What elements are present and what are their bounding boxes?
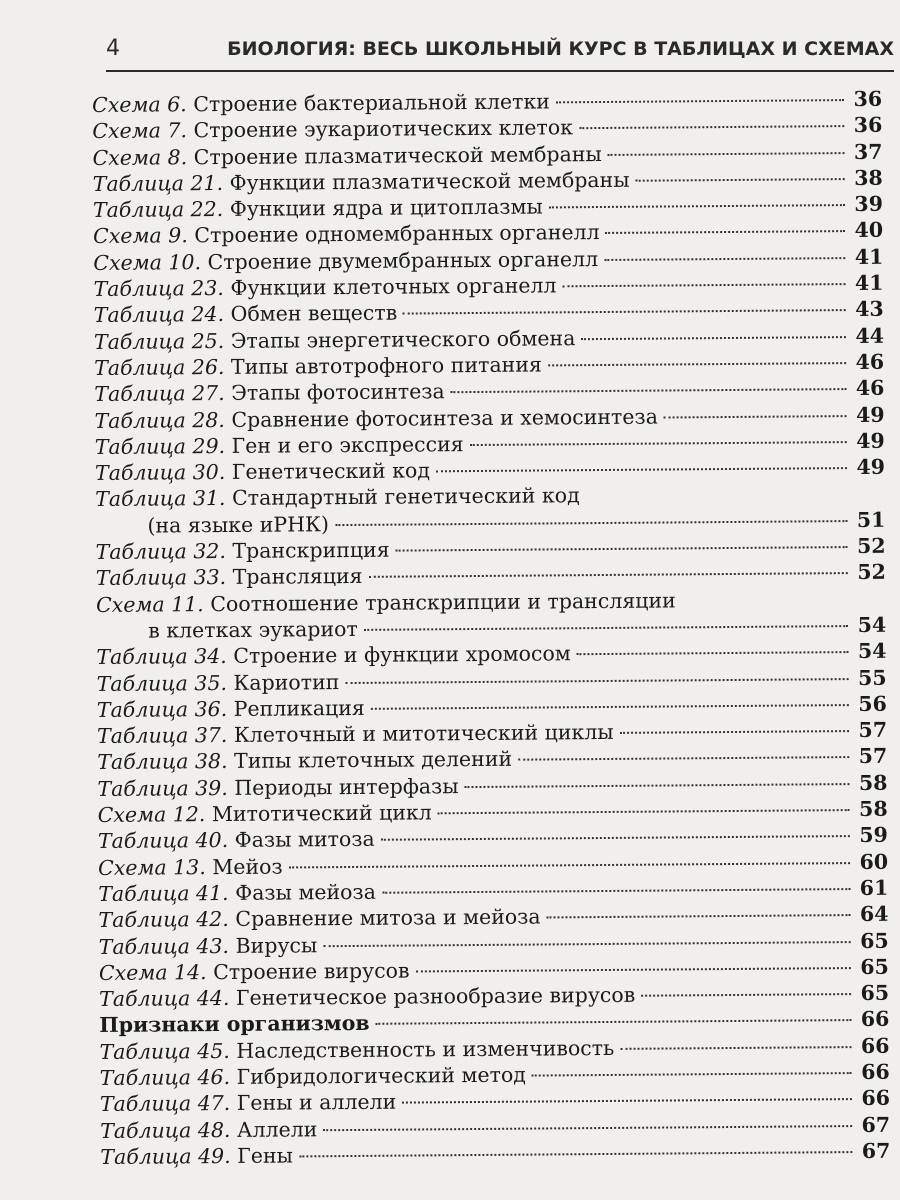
toc-entry-kind: Схема 10.	[93, 249, 202, 275]
toc-entry-page: 44	[855, 323, 885, 348]
toc-entry-page: 54	[857, 639, 887, 664]
toc-entry-page: 58	[859, 796, 888, 822]
toc-entry-kind: Таблица 40.	[97, 828, 229, 854]
toc-entry-title: Митотический цикл	[211, 800, 432, 827]
page-number: 4	[106, 36, 120, 61]
dot-leader	[547, 914, 851, 918]
toc-entry-title: Строение плазматической мембраны	[193, 141, 602, 169]
toc-entry-label	[94, 403, 658, 434]
dot-leader	[470, 441, 847, 446]
toc-entry-page: 41	[854, 270, 884, 296]
toc-entry-label	[98, 879, 376, 907]
toc-entry-page: 66	[860, 1007, 890, 1032]
toc-entry-kind: Таблица 24.	[93, 302, 225, 328]
toc-entry-kind: Таблица 41.	[98, 880, 229, 906]
toc-entry-kind: Таблица 28.	[94, 407, 225, 433]
toc-entry-page: 66	[860, 1033, 890, 1058]
toc-entry-label	[96, 537, 390, 566]
toc-entry-page: 51	[856, 507, 886, 532]
dot-leader	[549, 204, 845, 208]
toc-entry-kind: Таблица 39.	[97, 775, 228, 801]
toc-entry-kind: Схема 9.	[93, 223, 188, 249]
toc-entry-title: Строение вирусов	[213, 958, 410, 984]
dot-leader	[335, 520, 847, 526]
toc-entry-page: 57	[858, 717, 888, 743]
toc-entry-kind: Схема 12.	[97, 802, 206, 827]
toc-entry-kind: Таблица 49.	[100, 1143, 231, 1169]
toc-entry-kind: Таблица 48.	[100, 1117, 231, 1143]
dot-leader	[451, 388, 847, 393]
toc-entry-title: Функции плазматической мембраны	[229, 167, 630, 195]
toc-entry-label	[100, 1089, 397, 1118]
toc-entry-page: 67	[861, 1112, 891, 1137]
toc-entry-kind: Таблица 26.	[94, 354, 225, 380]
toc-entry-page: 38	[854, 165, 883, 190]
toc-entry-label	[95, 458, 430, 487]
toc-entry-label	[97, 773, 458, 802]
toc-entry-label	[98, 799, 432, 828]
toc-entry-kind: Таблица 30.	[94, 460, 226, 486]
dot-leader	[323, 1125, 852, 1131]
dot-leader	[579, 125, 844, 129]
toc-entry-page: 66	[861, 1086, 891, 1111]
dot-leader	[532, 1072, 852, 1077]
toc-entry-label	[94, 300, 398, 329]
toc-entry-page: 54	[857, 612, 887, 637]
toc-entry-title: Строение и функции хромосом	[233, 641, 571, 669]
toc-entry	[100, 1138, 890, 1171]
toc-entry-label	[97, 669, 340, 697]
toc-entry-label	[99, 982, 635, 1013]
toc-entry-label	[92, 141, 601, 171]
dot-leader	[548, 362, 846, 366]
toc-entry-kind: Таблица 43.	[98, 933, 230, 959]
dot-leader	[345, 678, 848, 684]
dot-leader	[465, 783, 850, 788]
toc-entry-label	[92, 115, 573, 145]
toc-entry-title: Обмен веществ	[230, 300, 398, 327]
toc-entry-label	[100, 1062, 526, 1092]
toc-entry-label	[94, 379, 445, 408]
toc-entry-page: 60	[859, 849, 889, 874]
toc-entry-label	[93, 272, 556, 302]
toc-entry-title: Ген и его экспрессия	[231, 431, 464, 458]
toc-entry-label	[99, 957, 410, 986]
toc-entry-page: 58	[858, 770, 888, 795]
toc-entry-page: 40	[854, 218, 884, 243]
toc-entry-label	[94, 325, 576, 355]
dot-leader	[403, 309, 846, 314]
toc-entry-kind: Таблица 35.	[96, 670, 228, 696]
toc-entry-kind: Таблица 36.	[96, 696, 228, 722]
toc-entry-page: 49	[856, 454, 886, 480]
toc-entry-kind: Таблица 31.	[95, 486, 226, 512]
toc-entry-label	[93, 194, 543, 224]
dot-leader	[402, 1098, 852, 1104]
toc-entry-label	[93, 246, 598, 276]
toc-entry-page: 37	[853, 139, 883, 164]
toc-entry-page: 41	[854, 244, 884, 269]
toc-entry-page: 36	[853, 113, 883, 138]
toc-entry-title: Вирусы	[235, 932, 318, 958]
toc-entry-kind: Таблица 32.	[95, 539, 227, 565]
toc-entry-title: Типы автотрофного питания	[230, 352, 542, 379]
toc-entry-title: Этапы фотосинтеза	[231, 379, 445, 406]
toc-entry-title: Строение эукариотических клеток	[193, 115, 574, 143]
toc-entry-continuation: в клетках эукариот	[148, 616, 358, 643]
dot-leader	[364, 625, 848, 631]
toc-entry-label	[97, 719, 614, 749]
toc-entry-title: Гены	[237, 1143, 293, 1168]
toc-entry-kind: Схема 7.	[92, 118, 188, 144]
toc-entry-title: Строение одномембранных органелл	[194, 220, 600, 248]
toc-entry-page: 46	[855, 376, 885, 401]
toc-entry-label	[98, 826, 375, 854]
toc-entry-title: Строение бактериальной клетки	[193, 89, 551, 117]
toc-entry-page: 65	[860, 954, 889, 979]
toc-entry-title: Фазы митоза	[234, 827, 375, 853]
toc-entry-page: 64	[859, 901, 889, 927]
toc-entry-page: 61	[859, 875, 889, 900]
dot-leader	[518, 756, 849, 761]
toc-entry-kind: Таблица 21.	[92, 170, 224, 196]
dot-leader	[577, 651, 849, 655]
toc-entry-title: Периоды интерфазы	[234, 773, 459, 800]
dot-leader	[556, 99, 844, 103]
toc-entry-kind: Схема 14.	[98, 959, 207, 985]
toc-entry-kind: Таблица 33.	[95, 565, 227, 591]
toc-entry-kind: Схема 11.	[95, 591, 204, 617]
toc-entry-page: 67	[861, 1138, 891, 1163]
toc-entry-label	[100, 1116, 317, 1144]
toc-entry-page: 65	[860, 928, 889, 953]
toc-entry-kind: Схема 8.	[92, 144, 188, 170]
toc-entry-title: Клеточный и митотический циклы	[233, 720, 614, 748]
toc-entry-page: 39	[854, 191, 883, 217]
toc-entry-label	[99, 932, 318, 960]
dot-leader	[562, 283, 845, 287]
toc-entry-title: Стандартный генетический код	[231, 483, 580, 511]
toc-entry-kind: Таблица 42.	[98, 907, 229, 933]
toc-entry-title: Наследственность и изменчивость	[236, 1035, 615, 1063]
toc-entry-kind: Таблица 37.	[96, 723, 228, 749]
toc-entry-label	[95, 483, 580, 513]
dot-leader	[436, 467, 847, 472]
toc-entry-title: Генетическое разнообразие вирусов	[235, 982, 636, 1010]
toc-entry-label	[95, 431, 464, 460]
dot-leader	[371, 704, 849, 710]
toc-entry-title: Признаки организмов	[99, 1011, 370, 1038]
toc-entry-kind: Таблица 45.	[99, 1038, 230, 1064]
dot-leader	[376, 1019, 852, 1025]
toc-entry-label	[94, 351, 542, 381]
toc-entry-page: 36	[853, 86, 883, 112]
toc-entry-title: Кариотип	[233, 669, 340, 695]
toc-entry-title: Типы клеточных делений	[234, 747, 513, 774]
dot-leader	[620, 1046, 851, 1050]
toc-entry-title: Мейоз	[212, 854, 283, 879]
dot-leader	[581, 336, 846, 340]
dot-leader	[323, 941, 850, 947]
dot-leader	[416, 967, 851, 972]
toc-entry-kind: Схема 6.	[92, 92, 187, 117]
toc-entry-title: Транскрипция	[232, 537, 390, 563]
toc-entry-kind: Таблица 38.	[97, 749, 228, 775]
dot-leader	[606, 231, 846, 235]
toc-entry-title: Репликация	[233, 695, 365, 721]
dot-leader	[381, 835, 850, 841]
toc-entry-title: Фазы мейоза	[235, 879, 376, 905]
toc-entry-title: Гены и аллели	[236, 1089, 397, 1116]
dot-leader	[382, 888, 850, 894]
toc-entry-title: Гибридологический метод	[236, 1062, 526, 1089]
toc-entry-title: Сравнение митоза и мейоза	[235, 904, 541, 932]
dot-leader	[620, 730, 849, 734]
toc-entry-title: Функции клеточных органелл	[230, 273, 557, 300]
toc-entry-label	[98, 853, 283, 881]
toc-entry-kind: Таблица 44.	[99, 986, 230, 1012]
toc-entry-page: 57	[858, 744, 888, 769]
toc-entry-kind: Таблица 25.	[93, 328, 225, 354]
toc-entry-title: Генетический код	[231, 458, 431, 485]
dot-leader	[604, 257, 845, 261]
dot-leader	[641, 993, 851, 997]
toc-entry-kind: Таблица 34.	[96, 644, 227, 670]
toc-entry-label	[96, 587, 676, 618]
toc-entry-page: 49	[855, 402, 885, 427]
toc-entry-kind: Таблица 27.	[94, 381, 225, 407]
dot-leader	[369, 572, 848, 578]
dot-leader	[664, 415, 847, 418]
toc-entry-label	[99, 1010, 369, 1038]
toc-entry-label	[99, 1035, 614, 1065]
dot-leader	[438, 809, 850, 814]
toc-entry-label	[93, 167, 630, 198]
toc-entry-page: 56	[858, 691, 887, 716]
toc-entry-kind: Таблица 29.	[94, 433, 226, 459]
toc-entry-kind: Схема 13.	[97, 854, 206, 880]
toc-entry-kind: Таблица 23.	[93, 276, 224, 302]
toc-entry-page: 52	[856, 533, 886, 559]
toc-entry-label	[97, 695, 365, 723]
dot-leader	[608, 152, 845, 156]
toc-entry-label	[92, 88, 550, 118]
table-of-contents	[92, 86, 890, 1170]
toc-entry-page: 43	[855, 297, 884, 322]
toc-entry-title: Соотношение транскрипции и трансляции	[210, 588, 676, 616]
toc-entry-page: 46	[855, 349, 885, 374]
toc-entry-page: 66	[861, 1059, 890, 1084]
dot-leader	[636, 178, 845, 182]
toc-entry-page: 52	[857, 560, 886, 585]
toc-entry-label	[93, 220, 600, 250]
toc-entry-page: 59	[859, 823, 888, 848]
page-header	[106, 34, 894, 72]
toc-entry-label	[98, 904, 540, 934]
toc-entry-title: Аллели	[236, 1116, 318, 1142]
toc-entry-title: Строение двумембранных органелл	[207, 246, 599, 274]
toc-entry-kind: Таблица 46.	[99, 1064, 231, 1090]
toc-entry-page: 49	[856, 428, 885, 453]
toc-entry-page: 65	[860, 980, 890, 1006]
toc-entry-title: Сравнение фотосинтеза и хемосинтеза	[231, 404, 658, 432]
toc-entry-label	[96, 563, 363, 591]
toc-entry-label	[96, 640, 571, 670]
toc-entry-title: Трансляция	[232, 564, 363, 590]
toc-entry-kind: Таблица 22.	[92, 197, 224, 223]
toc-entry-title: Этапы энергетического обмена	[230, 325, 576, 353]
dot-leader	[396, 546, 848, 552]
toc-entry-label	[100, 1142, 293, 1170]
toc-entry-page: 55	[857, 665, 887, 690]
dot-leader	[299, 1151, 852, 1157]
dot-leader	[289, 862, 850, 868]
toc-entry-label	[97, 746, 512, 776]
toc-entry-kind: Таблица 47.	[99, 1091, 231, 1117]
toc-entry-continuation: (на языке иРНК)	[147, 511, 329, 538]
running-title: БИОЛОГИЯ: ВЕСЬ ШКОЛЬНЫЙ КУРС В ТАБЛИЦАХ И СХЕМАХ	[227, 38, 894, 60]
toc-entry-title: Функции ядра и цитоплазмы	[229, 194, 543, 222]
